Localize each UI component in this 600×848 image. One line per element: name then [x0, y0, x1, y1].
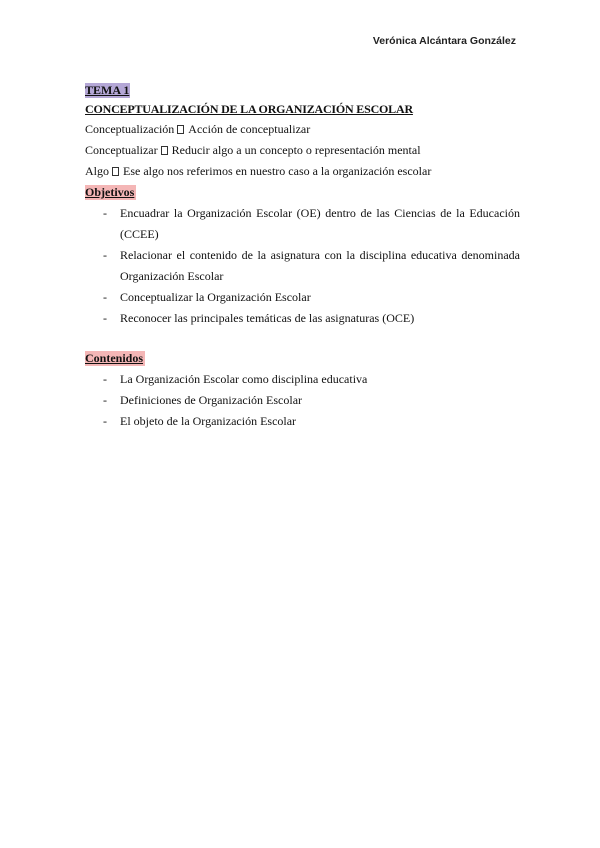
list-item [85, 203, 520, 245]
dash-bullet: - [103, 290, 107, 304]
definition-line [85, 140, 520, 161]
list-item [85, 411, 520, 432]
dash-bullet: - [103, 248, 107, 262]
definition-meaning: Ese algo nos referimos en nuestro caso a la organización escolar [123, 164, 432, 178]
section-spacer [85, 329, 520, 348]
list-item-text: Reconocer las principales temáticas de las asignaturas (OCE) [120, 311, 415, 325]
arrow-icon [112, 167, 119, 176]
list-item [85, 369, 520, 390]
dash-bullet: - [103, 311, 107, 325]
dash-bullet: - [103, 393, 107, 407]
definition-term: Conceptualización [85, 122, 175, 136]
list-item-text: La Organización Escolar como disciplina educativa [120, 372, 368, 386]
definition-meaning: Acción de conceptualizar [188, 122, 311, 136]
document-title: CONCEPTUALIZACIÓN DE LA ORGANIZACIÓN ESCOLAR [85, 102, 413, 116]
list-item-text: Relacionar el contenido de la asignatura con la disciplina educativa denominada Organización Escolar [120, 248, 520, 283]
list-item [85, 308, 520, 329]
objetivos-heading-row [85, 182, 520, 203]
list-item-text: Encuadrar la Organización Escolar (OE) dentro de las Ciencias de la Educación (CCEE) [120, 206, 520, 241]
definition-term: Algo [85, 164, 109, 178]
contenidos-list [85, 369, 520, 432]
list-item [85, 287, 520, 308]
arrow-icon [177, 125, 184, 134]
dash-bullet: - [103, 372, 107, 386]
definition-meaning: Reducir algo a un concepto o representación mental [171, 143, 421, 157]
arrow-icon [161, 146, 168, 155]
list-item-text: Conceptualizar la Organización Escolar [120, 290, 311, 304]
author-name: Verónica Alcántara González [372, 35, 516, 47]
document-body [85, 79, 520, 432]
list-item-text: Definiciones de Organización Escolar [120, 393, 303, 407]
contenidos-heading-row [85, 348, 520, 369]
tema-row [85, 79, 520, 99]
contenidos-heading: Contenidos [85, 351, 144, 365]
objetivos-heading: Objetivos [85, 185, 135, 199]
list-item [85, 245, 520, 287]
objetivos-list [85, 203, 520, 329]
definition-term: Conceptualizar [85, 143, 158, 157]
definition-line [85, 161, 520, 182]
list-item [85, 390, 520, 411]
tema-label: TEMA 1 [85, 83, 130, 97]
dash-bullet: - [103, 206, 107, 220]
dash-bullet: - [103, 414, 107, 428]
list-item-text: El objeto de la Organización Escolar [120, 414, 297, 428]
definition-line [85, 119, 520, 140]
